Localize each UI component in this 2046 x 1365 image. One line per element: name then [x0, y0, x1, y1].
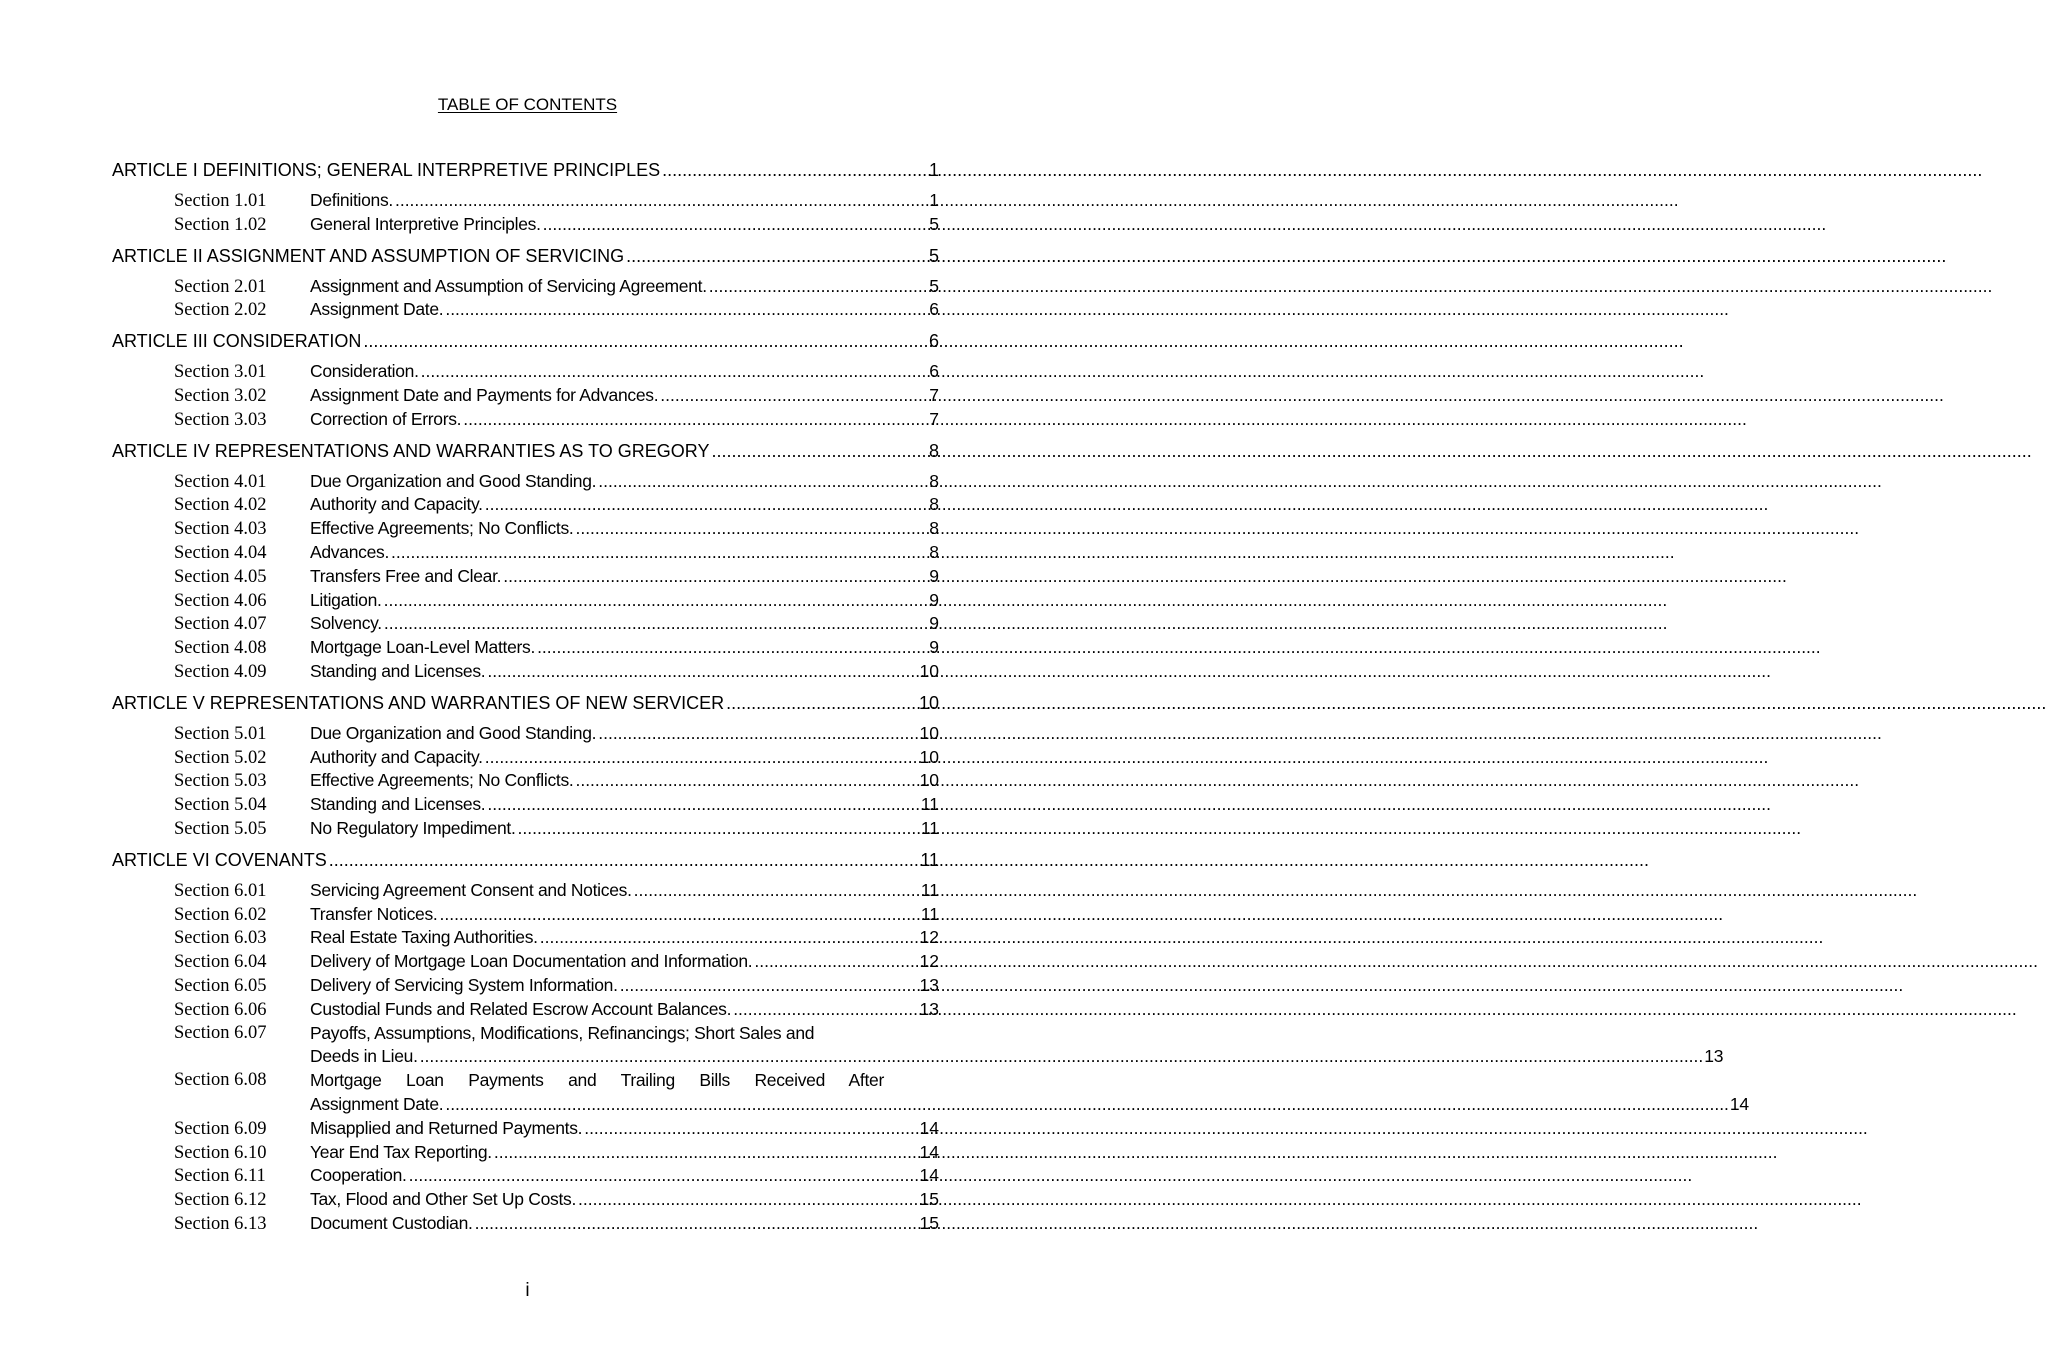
- section-page-number: 15: [919, 1212, 939, 1233]
- toc-section-entry[interactable]: [112, 275, 939, 299]
- dot-leader: [384, 612, 928, 636]
- section-number: Section 6.13: [174, 1213, 267, 1234]
- section-page-number: 12: [919, 927, 939, 948]
- dot-leader: [439, 903, 919, 927]
- toc-section-entry[interactable]: [112, 817, 939, 841]
- toc-article-entry[interactable]: [112, 436, 939, 466]
- section-title-line2: Deeds in Lieu.: [310, 1046, 418, 1067]
- dot-leader: [711, 436, 928, 466]
- toc-section-entry[interactable]: [112, 722, 939, 746]
- section-number: Section 1.02: [174, 214, 267, 235]
- section-title: Standing and Licenses.: [310, 794, 486, 815]
- dot-leader: [518, 817, 920, 841]
- section-title: Document Custodian.: [310, 1212, 473, 1233]
- dot-leader: [363, 326, 928, 356]
- section-page-number: 9: [929, 613, 939, 634]
- section-page-number: 5: [929, 275, 939, 296]
- dot-leader: [634, 879, 920, 903]
- section-page-number: 8: [929, 541, 939, 562]
- section-number: Section 4.03: [174, 519, 267, 540]
- section-number: Section 6.02: [174, 904, 267, 925]
- toc-section-entry[interactable]: [112, 408, 939, 432]
- section-title: Correction of Errors.: [310, 408, 462, 429]
- section-number: Section 4.01: [174, 471, 267, 492]
- section-number: Section 3.01: [174, 362, 267, 383]
- section-title: No Regulatory Impediment.: [310, 817, 516, 838]
- section-title: Advances.: [310, 541, 390, 562]
- dot-leader: [420, 1045, 1704, 1069]
- section-number: Section 6.11: [174, 1166, 266, 1187]
- section-title: Mortgage Loan-Level Matters.: [310, 637, 536, 658]
- toc-section-entry[interactable]: [112, 974, 939, 998]
- article-page-number: 10: [918, 692, 939, 713]
- toc-section-entry[interactable]: [112, 793, 939, 817]
- section-page-number: 13: [1704, 1046, 1724, 1067]
- section-number: Section 4.06: [174, 590, 267, 611]
- article-page-number: 5: [928, 245, 939, 266]
- section-title: Misapplied and Returned Payments.: [310, 1117, 583, 1138]
- section-title: Delivery of Mortgage Loan Documentation and Information.: [310, 951, 753, 972]
- section-title: Assignment Date and Payments for Advances.: [310, 384, 659, 405]
- article-page-number: 1: [928, 160, 939, 180]
- section-number: Section 4.05: [174, 566, 267, 587]
- toc-section-entry[interactable]: [112, 298, 939, 322]
- section-number: Section 2.01: [174, 276, 267, 297]
- section-number: Section 2.02: [174, 300, 267, 321]
- dot-leader: [733, 998, 918, 1022]
- section-page-number: 1: [929, 190, 939, 210]
- dot-leader: [620, 974, 919, 998]
- section-number: Section 4.04: [174, 542, 267, 563]
- dot-leader: [598, 470, 928, 494]
- dot-leader: [662, 155, 928, 185]
- section-page-number: 12: [919, 951, 939, 972]
- page-number: i: [525, 1280, 530, 1301]
- section-page-number: 9: [929, 565, 939, 586]
- section-number: Section 5.02: [174, 747, 267, 768]
- toc-article-entry[interactable]: [112, 688, 939, 718]
- toc-section-entry[interactable]: [112, 1212, 939, 1236]
- section-title: Transfers Free and Clear.: [310, 565, 502, 586]
- section-number: Section 3.02: [174, 385, 267, 406]
- section-page-number: 9: [929, 637, 939, 658]
- toc-section-entry[interactable]: [112, 213, 939, 237]
- dot-leader: [660, 384, 928, 408]
- dot-leader: [543, 213, 929, 237]
- section-list: [112, 470, 939, 684]
- section-page-number: 10: [919, 746, 939, 767]
- toc-section-entry[interactable]: [112, 517, 939, 541]
- section-page-number: 14: [919, 1141, 939, 1162]
- dot-leader: [575, 769, 918, 793]
- section-number: Section 4.07: [174, 614, 267, 635]
- section-page-number: 14: [1729, 1093, 1749, 1114]
- section-number: Section 5.05: [174, 818, 267, 839]
- toc-section-entry[interactable]: [112, 493, 939, 517]
- toc-section-entry[interactable]: [112, 998, 939, 1022]
- toc-section-entry[interactable]: [112, 746, 939, 770]
- section-page-number: 6: [929, 299, 939, 320]
- article-page-number: 8: [928, 440, 939, 461]
- section-title: Assignment and Assumption of Servicing Agreement.: [310, 275, 707, 296]
- section-title: Assignment Date.: [310, 299, 444, 320]
- dot-leader: [626, 241, 928, 271]
- section-title: General Interpretive Principles.: [310, 213, 541, 234]
- section-title: Definitions.: [310, 190, 393, 210]
- section-page-number: 13: [919, 974, 939, 995]
- toc-section-entry[interactable]: [112, 926, 939, 950]
- dot-leader: [329, 845, 920, 875]
- section-title: Due Organization and Good Standing.: [310, 470, 597, 491]
- section-number: Section 6.12: [174, 1190, 267, 1211]
- article-page-number: 11: [920, 849, 939, 870]
- dot-leader: [487, 793, 919, 817]
- article-title: ARTICLE V REPRESENTATIONS AND WARRANTIES OF NEW SERVICER: [112, 692, 725, 713]
- section-title: Custodial Funds and Related Escrow Account Balances.: [310, 998, 732, 1019]
- section-list: [112, 275, 939, 323]
- section-number: Section 4.02: [174, 495, 267, 516]
- section-number: Section 4.08: [174, 638, 267, 659]
- section-page-number: 14: [919, 1117, 939, 1138]
- section-number: Section 6.01: [174, 880, 267, 901]
- section-title: Real Estate Taxing Authorities.: [310, 927, 538, 948]
- dot-leader: [445, 298, 928, 322]
- toc-article-entry[interactable]: [112, 155, 939, 185]
- section-title: Effective Agreements; No Conflicts.: [310, 770, 574, 791]
- toc-section-entry[interactable]: [112, 1164, 939, 1188]
- section-number: Section 6.10: [174, 1142, 267, 1163]
- dot-leader: [503, 565, 928, 589]
- dot-leader: [487, 660, 918, 684]
- section-title: Standing and Licenses.: [310, 660, 486, 681]
- section-number: Section 6.04: [174, 952, 267, 973]
- toc-section-entry[interactable]: [112, 1022, 1724, 1070]
- section-page-number: 6: [929, 361, 939, 382]
- section-title-line2: Assignment Date.: [310, 1093, 444, 1114]
- section-title: Cooperation.: [310, 1165, 407, 1186]
- section-number: Section 5.04: [174, 795, 267, 816]
- section-number: Section 6.07: [174, 1022, 267, 1043]
- toc-section-entry[interactable]: [112, 470, 939, 494]
- section-page-number: 13: [919, 998, 939, 1019]
- dot-leader: [485, 746, 919, 770]
- section-number: Section 6.05: [174, 975, 267, 996]
- toc-heading: [0, 94, 1055, 116]
- dot-leader: [391, 541, 928, 565]
- section-title: Litigation.: [310, 589, 382, 610]
- dot-leader: [463, 408, 928, 432]
- section-page-number: 7: [929, 384, 939, 405]
- toc-section-entry[interactable]: [112, 541, 939, 565]
- dot-leader: [709, 275, 928, 299]
- section-page-number: 14: [919, 1165, 939, 1186]
- section-number: Section 6.06: [174, 999, 267, 1020]
- section-page-number: 7: [929, 408, 939, 429]
- dot-leader: [537, 636, 928, 660]
- section-number: Section 5.01: [174, 723, 267, 744]
- section-title: Authority and Capacity.: [310, 746, 483, 767]
- section-page-number: 5: [929, 213, 939, 234]
- section-page-number: 8: [929, 470, 939, 491]
- section-title: Consideration.: [310, 361, 419, 382]
- section-page-number: 10: [919, 660, 939, 681]
- section-page-number: 11: [920, 903, 939, 924]
- toc-article-entry[interactable]: [112, 326, 939, 356]
- section-title-block: [310, 1022, 1723, 1070]
- section-title: Delivery of Servicing System Information.: [310, 974, 618, 995]
- dot-leader: [395, 189, 928, 213]
- article-title: ARTICLE I DEFINITIONS; GENERAL INTERPRETIVE PRINCIPLES: [112, 160, 661, 180]
- toc-section-entry[interactable]: [112, 612, 939, 636]
- toc-section-entry[interactable]: [112, 950, 939, 974]
- article-title: ARTICLE II ASSIGNMENT AND ASSUMPTION OF SERVICING: [112, 245, 625, 266]
- section-title: Authority and Capacity.: [310, 494, 483, 515]
- dot-leader: [445, 1093, 1729, 1117]
- section-title: Transfer Notices.: [310, 903, 438, 924]
- section-list: [112, 360, 939, 431]
- section-page-number: 11: [920, 879, 939, 900]
- article-title: ARTICLE IV REPRESENTATIONS AND WARRANTIES AS TO GREGORY: [112, 440, 710, 461]
- section-page-number: 9: [929, 589, 939, 610]
- section-number: Section 6.09: [174, 1118, 267, 1139]
- section-number: Section 6.08: [174, 1070, 267, 1091]
- section-title: Due Organization and Good Standing.: [310, 722, 597, 743]
- toc-article-entry[interactable]: [112, 845, 939, 875]
- dot-leader: [578, 1188, 918, 1212]
- section-title-line1: Payoffs, Assumptions, Modifications, Refinancings; Short Sales and: [310, 1022, 815, 1043]
- section-page-number: 15: [919, 1189, 939, 1210]
- section-title: Solvency.: [310, 613, 382, 634]
- section-number: Section 3.03: [174, 409, 267, 430]
- dot-leader: [475, 1212, 919, 1236]
- toc-section-entry[interactable]: [112, 589, 939, 613]
- dot-leader: [421, 360, 929, 384]
- section-number: Section 6.03: [174, 928, 267, 949]
- dot-leader: [485, 493, 929, 517]
- toc-heading-text: TABLE OF CONTENTS: [437, 95, 618, 114]
- section-number: Section 4.09: [174, 661, 267, 682]
- section-page-number: 8: [929, 518, 939, 539]
- dot-leader: [494, 1141, 919, 1165]
- toc-section-entry[interactable]: [112, 636, 939, 660]
- section-title-line2-row: [310, 1093, 1749, 1117]
- toc-section-entry[interactable]: [112, 1141, 939, 1165]
- section-number: Section 1.01: [174, 191, 267, 211]
- section-title: Tax, Flood and Other Set Up Costs.: [310, 1189, 577, 1210]
- section-title: Servicing Agreement Consent and Notices.: [310, 879, 632, 900]
- toc-section-entry[interactable]: [112, 903, 939, 927]
- dot-leader: [754, 950, 918, 974]
- section-title: Effective Agreements; No Conflicts.: [310, 518, 574, 539]
- toc-section-entry[interactable]: [112, 660, 939, 684]
- section-page-number: 11: [920, 817, 939, 838]
- table-of-contents: [112, 155, 1749, 1240]
- section-page-number: 10: [919, 770, 939, 791]
- toc-section-entry[interactable]: [112, 1188, 939, 1212]
- article-page-number: 6: [928, 331, 939, 352]
- dot-leader: [384, 589, 929, 613]
- toc-section-entry[interactable]: [112, 384, 939, 408]
- toc-section-entry[interactable]: [112, 1117, 939, 1141]
- section-list: [112, 722, 939, 841]
- dot-leader: [726, 688, 918, 718]
- section-title-line1: Mortgage Loan Payments and Trailing Bills Received After: [310, 1070, 884, 1091]
- section-page-number: 11: [920, 794, 939, 815]
- section-number: Section 5.03: [174, 771, 267, 792]
- article-title: ARTICLE VI COVENANTS: [112, 849, 327, 870]
- toc-section-entry[interactable]: [112, 565, 939, 589]
- dot-leader: [575, 517, 928, 541]
- section-list: [112, 879, 1749, 1236]
- dot-leader: [598, 722, 918, 746]
- toc-section-entry[interactable]: [112, 769, 939, 793]
- section-title-block: [310, 1069, 1749, 1117]
- toc-section-entry[interactable]: [112, 189, 939, 213]
- section-title-line2-row: [310, 1045, 1723, 1069]
- toc-article-entry[interactable]: [112, 241, 939, 271]
- section-page-number: 8: [929, 494, 939, 515]
- toc-section-entry[interactable]: [112, 360, 939, 384]
- dot-leader: [409, 1164, 919, 1188]
- section-title: Year End Tax Reporting.: [310, 1141, 492, 1162]
- toc-section-entry[interactable]: [112, 879, 939, 903]
- toc-section-entry[interactable]: [112, 1069, 1749, 1117]
- dot-leader: [540, 926, 919, 950]
- section-page-number: 10: [919, 722, 939, 743]
- section-list: [112, 189, 939, 237]
- article-title: ARTICLE III CONSIDERATION: [112, 331, 362, 352]
- dot-leader: [584, 1117, 918, 1141]
